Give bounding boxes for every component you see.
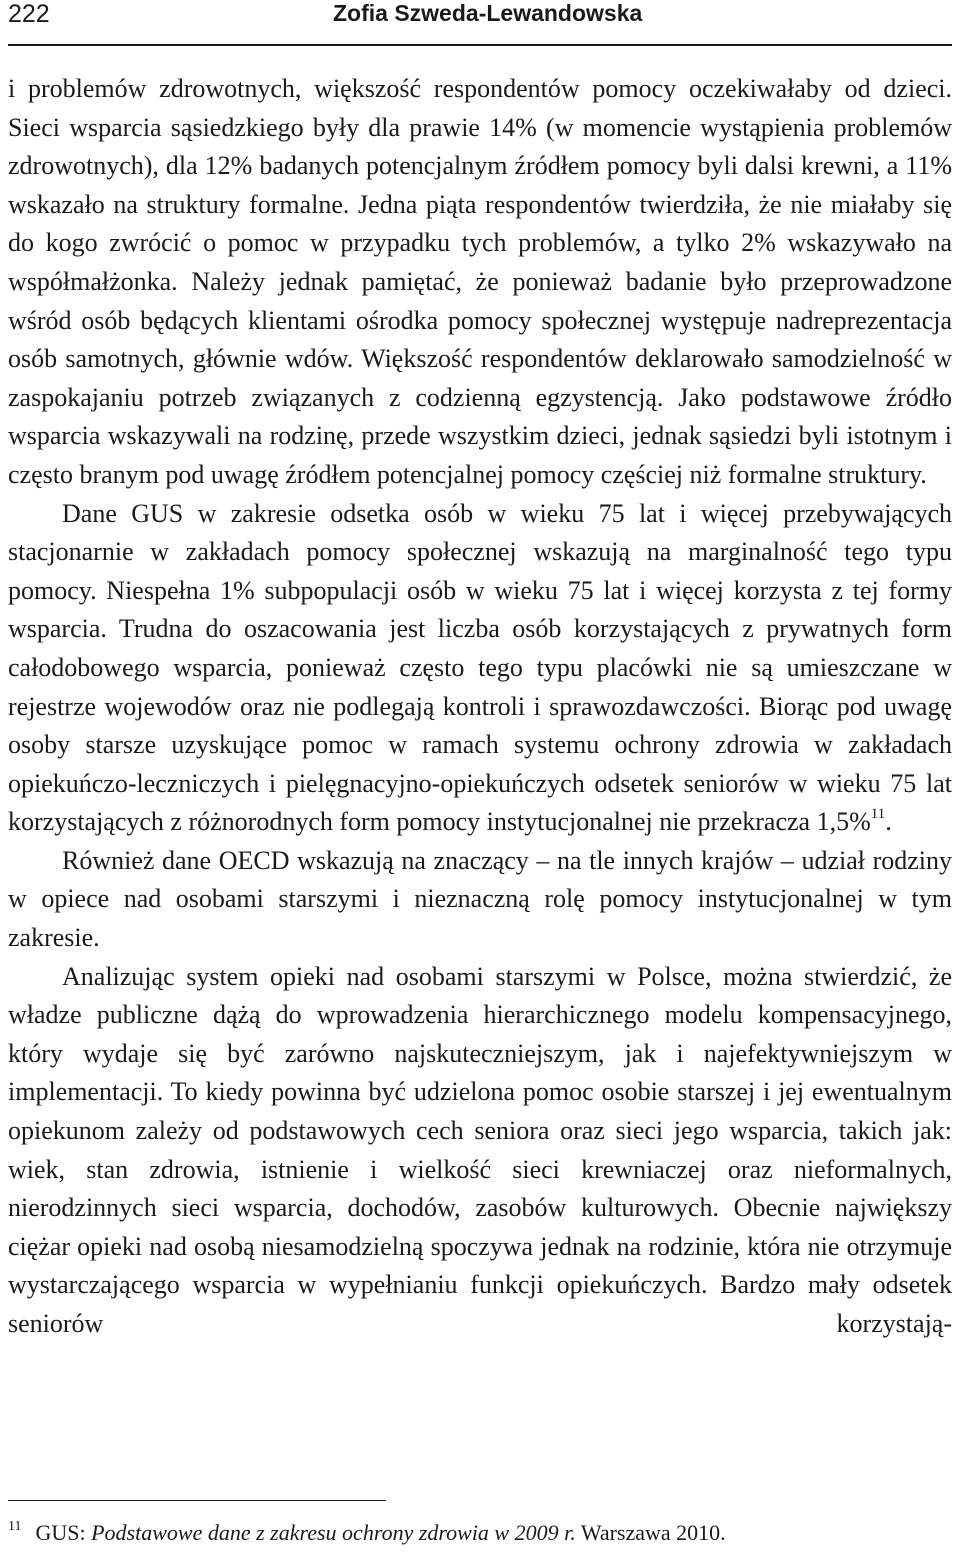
page-header xyxy=(8,0,952,46)
footnote-reference[interactable]: 11 xyxy=(870,806,886,823)
paragraph-3: Również dane OECD wskazują na znaczący – na tle innych krajów – udział rodziny w opiece nad osobami starszymi i nieznaczną rolę pomocy instytucjonalnej w tym zakresie. xyxy=(8,845,952,953)
paragraph-2-text: Dane GUS w zakresie odsetka osób w wieku 75 lat i więcej przebywających stacjonarnie w zakładach pomocy społecznej wskazują na marginalność tego typu pomocy. Niespełna 1% subpopulacji osób w wieku 75 lat i więcej korzysta z tej formy wsparcia. Trudna do oszacowania jest liczba osób korzystających z prywatnych form całodobowego wsparcia, ponieważ często tego typu placówki nie są umieszczane w rejestrze wojewodów oraz nie podlegają kontroli i sprawozdawczości. Biorąc pod uwagę osoby starsze uzyskujące pomoc w ramach systemu ochrony zdrowia w zakładach opiekuńczo-leczniczych i pielęgnacyjno-opiekuńczych odsetek seniorów w wieku 75 lat korzystających z różnorodnych form pomocy instytucjonalnej nie przekracza 1,5% xyxy=(8,498,952,837)
paragraph-2 xyxy=(8,495,952,842)
footnote-title: Podstawowe dane z zakresu ochrony zdrowia w 2009 r. xyxy=(91,1520,576,1545)
page-number: 222 xyxy=(8,0,50,28)
paragraph-2-end: . xyxy=(885,807,892,837)
paragraph-4: Analizując system opieki nad osobami starszymi w Polsce, można stwierdzić, że władze publiczne dążą do wprowadzenia hierarchicznego modelu kompensacyjnego, który wydaje się być zarówno najskuteczniejszym, jak i najefektywniejszym w implementacji. To kiedy powinna być udzielona pomoc osobie starszej i jej ewentualnym opiekunom zależy od podstawowych cech seniora oraz sieci jego wsparcia, takich jak: wiek, stan zdrowia, istnienie i wielkość sieci krewniaczej oraz nieformalnych, nierodzinnych sieci wsparcia, dochodów, zasobów kulturowych. Obecnie największy ciężar opieki nad osobą niesamodzielną spoczywa jednak na rodzinie, która nie otrzymuje wystarczającego wsparcia w wypełnianiu funkcji opiekuńczych. Bardzo mały odsetek seniorów korzystają- xyxy=(8,961,952,1338)
footnote-source: GUS: xyxy=(35,1520,92,1545)
footnote-divider xyxy=(8,1500,386,1501)
footnote-number: 11 xyxy=(8,1519,22,1534)
main-text xyxy=(8,70,952,1344)
footnote xyxy=(8,1520,952,1546)
running-head-author: Zofia Szweda-Lewandowska xyxy=(333,0,643,26)
paragraph-1: i problemów zdrowotnych, większość respondentów pomocy oczekiwałaby od dzieci. Sieci wsparcia sąsiedzkiego były dla prawie 14% (w momencie wystąpienia problemów zdrowotnych), dla 12% badanych potencjalnym źródłem pomocy byli dalsi krewni, a 11% wskazało na struktury formalne. Jedna piąta respondentów twierdziła, że nie miałaby się do kogo zwrócić o pomoc w przypadku tych problemów, a tylko 2% wskazywało na współmałżonka. Należy jednak pamiętać, że ponieważ badanie było przeprowadzone wśród osób będących klientami ośrodka pomocy społecznej występuje nadreprezentacja osób samotnych, głównie wdów. Większość respondentów deklarowało samodzielność w zaspokajaniu potrzeb związanych z codzienną egzystencją. Jako podstawowe źródło wsparcia wskazywali na rodzinę, przede wszystkim dzieci, jednak sąsiedzi byli istotnym i często branym pod uwagę źródłem potencjalnej pomocy częściej niż formalne struktury. xyxy=(8,74,952,489)
footnote-place-year: Warszawa 2010. xyxy=(575,1520,726,1545)
